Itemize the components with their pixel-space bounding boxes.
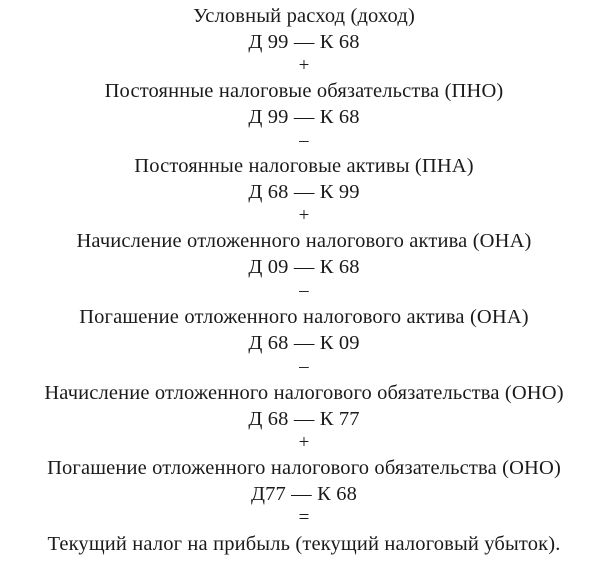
block-5-entry: Д 68 — К 09 [248, 332, 360, 354]
minus-operator: – [299, 356, 309, 377]
block-3-entry: Д 68 — К 99 [248, 181, 360, 203]
block-2-entry: Д 99 — К 68 [248, 106, 360, 128]
block-2-title: Постоянные налоговые обязательства (ПНО) [104, 80, 504, 102]
block-7-entry: Д77 — К 68 [250, 483, 358, 505]
plus-operator: + [298, 205, 310, 226]
block-6-entry: Д 68 — К 77 [248, 408, 360, 430]
result-line: Текущий налог на прибыль (текущий налоговый убыток). [47, 533, 561, 555]
block-4-title: Начисление отложенного налогового актива (ОНА) [76, 230, 532, 252]
block-1-title: Условный расход (доход) [193, 5, 415, 27]
block-1-entry: Д 99 — К 68 [248, 31, 360, 53]
equals-operator: = [298, 507, 310, 528]
block-7-title: Погашение отложенного налогового обязательства (ОНО) [47, 457, 561, 479]
minus-operator: – [299, 130, 309, 151]
block-3-title: Постоянные налоговые активы (ПНА) [134, 155, 474, 177]
block-6-title: Начисление отложенного налогового обязательства (ОНО) [44, 382, 564, 404]
plus-operator: + [298, 432, 310, 453]
plus-operator: + [298, 55, 310, 76]
block-5-title: Погашение отложенного налогового актива (ОНА) [79, 306, 529, 328]
minus-operator: – [299, 280, 309, 301]
block-4-entry: Д 09 — К 68 [248, 256, 360, 278]
